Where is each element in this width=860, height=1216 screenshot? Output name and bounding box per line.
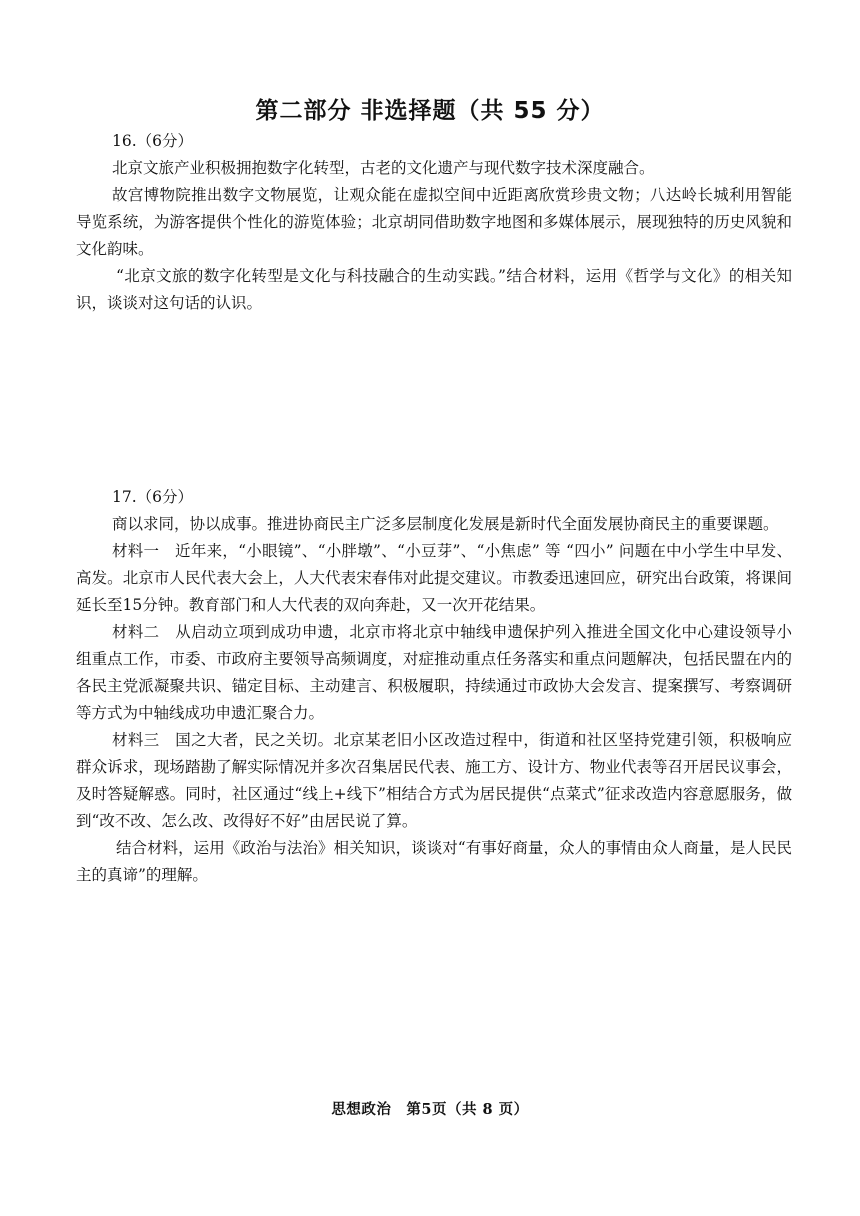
question-16-prompt: “北京文旅的数字化转型是文化与科技融合的生动实践。”结合材料，运用《哲学与文化》的相关知识，谈谈对这句话的认识。 bbox=[76, 267, 792, 312]
question-16-number: 16.（6分） bbox=[112, 132, 194, 150]
question-17-prompt: 结合材料，运用《政治与法治》相关知识，谈谈对“有事好商量，众人的事情由众人商量，是人民民主的真谛”的理解。 bbox=[76, 839, 792, 884]
question-17-material-3: 材料三 国之大者，民之关切。北京某老旧小区改造过程中，街道和社区坚持党建引领，积极响应群众诉求，现场踏勘了解实际情况并多次召集居民代表、施工方、设计方、物业代表等召开居民议事会，及时答疑解惑。同时，社区通过“线上+线下”相结合方式为居民提供“点菜式”征求改造内容意愿服务，做到“改不改、怎么改、改得好不好”由居民说了算。 bbox=[76, 731, 792, 830]
question-16-paragraph: 故宫博物院推出数字文物展览，让观众能在虚拟空间中近距离欣赏珍贵文物；八达岭长城利用智能导览系统，为游客提供个性化的游览体验；北京胡同借助数字地图和多媒体展示，展现独特的历史风貌和文化韵味。 bbox=[76, 186, 792, 258]
question-16-paragraph: 北京文旅产业积极拥抱数字化转型，古老的文化遗产与现代数字技术深度融合。 bbox=[112, 159, 655, 177]
page-footer: 思想政治 第5页（共 8 页） bbox=[331, 1101, 529, 1118]
question-17 bbox=[76, 484, 792, 889]
question-17-material-2: 材料二 从启动立项到成功申遗，北京市将北京中轴线申遗保护列入推进全国文化中心建设领导小组重点工作，市委、市政府主要领导高频调度，对症推动重点任务落实和重点问题解决，包括民盟在内的各民主党派凝聚共识、锚定目标、主动建言、积极履职，持续通过市政协大会发言、提案撰写、考察调研等方式为中轴线成功申遗汇聚合力。 bbox=[76, 623, 792, 722]
section-title: 第二部分 非选择题（共 55 分） bbox=[255, 98, 605, 124]
question-17-intro: 商以求同，协以成事。推进协商民主广泛多层制度化发展是新时代全面发展协商民主的重要课题。 bbox=[112, 515, 779, 533]
question-17-number: 17.（6分） bbox=[112, 488, 194, 506]
question-17-material-1: 材料一 近年来，“小眼镜”、“小胖墩”、“小豆芽”、“小焦虑” 等 “四小” 问题在中小学生中早发、高发。北京市人民代表大会上，人大代表宋春伟对此提交建议。市教委迅速回应，研究出台政策，将课间延长至15分钟。教育部门和人大代表的双向奔赴，又一次开花结果。 bbox=[76, 542, 792, 614]
question-16 bbox=[76, 128, 792, 317]
